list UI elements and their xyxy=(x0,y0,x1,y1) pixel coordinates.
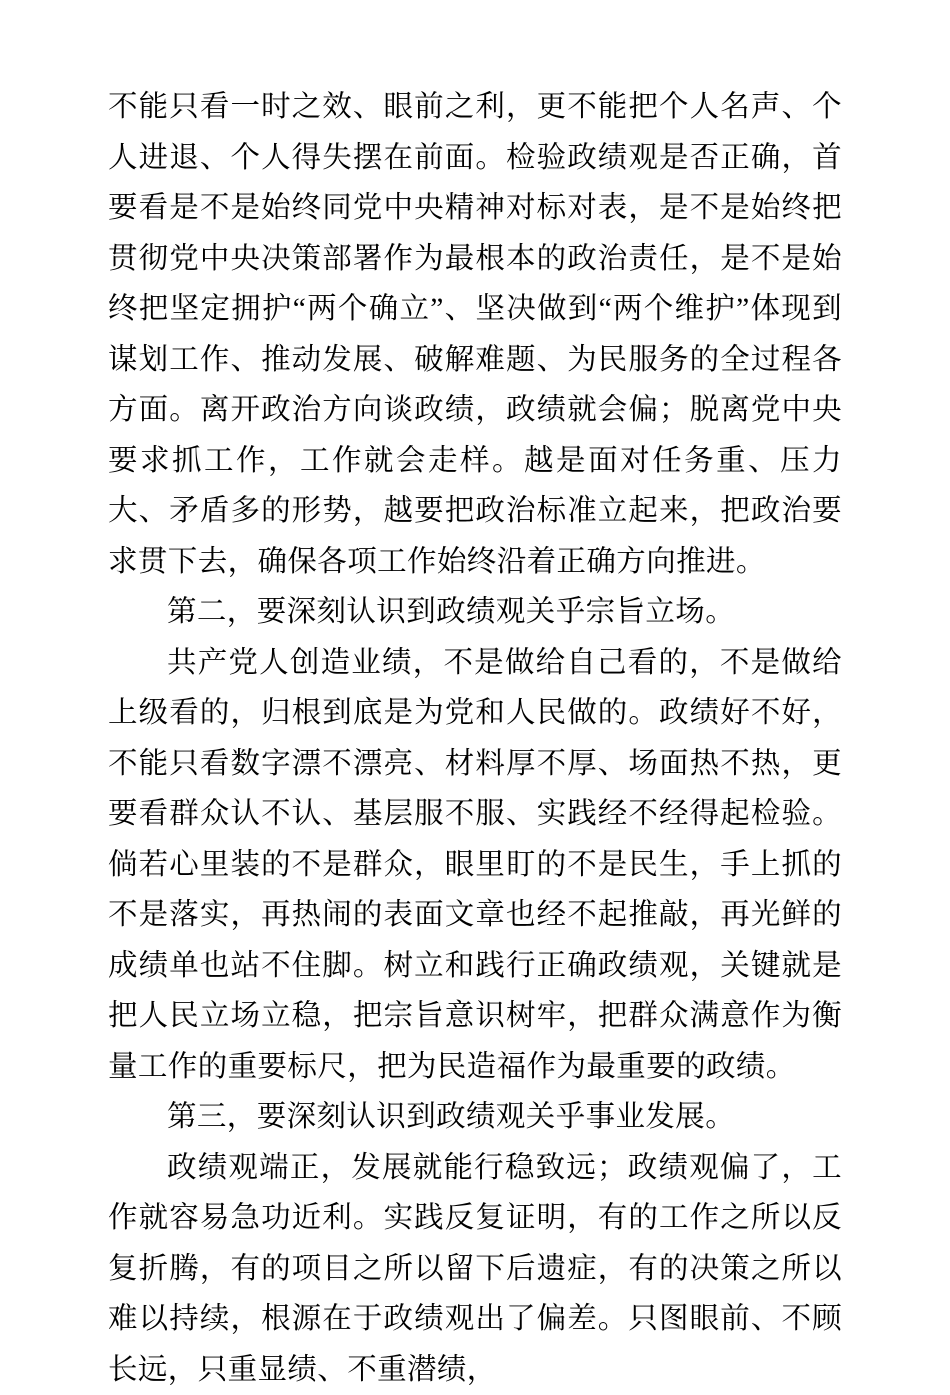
paragraph-heading-second: 第二，要深刻认识到政绩观关乎宗旨立场。 xyxy=(108,587,842,638)
document-body xyxy=(108,82,842,1395)
paragraph-body-third: 政绩观端正，发展就能行稳致远；政绩观偏了，工作就容易急功近利。实践反复证明，有的工作之所以反复折腾，有的项目之所以留下后遗症，有的决策之所以难以持续，根源在于政绩观出了偏差。只图眼前、不顾长远，只重显绩、不重潜绩， xyxy=(108,1143,842,1395)
paragraph-heading-third: 第三，要深刻认识到政绩观关乎事业发展。 xyxy=(108,1092,842,1143)
paragraph-body-second: 共产党人创造业绩，不是做给自己看的，不是做给上级看的，归根到底是为党和人民做的。政绩好不好，不能只看数字漂不漂亮、材料厚不厚、场面热不热，更要看群众认不认、基层服不服、实践经不经得起检验。倘若心里装的不是群众，眼里盯的不是民生，手上抓的不是落实，再热闹的表面文章也经不起推敲，再光鲜的成绩单也站不住脚。树立和践行正确政绩观，关键就是把人民立场立稳，把宗旨意识树牢，把群众满意作为衡量工作的重要标尺，把为民造福作为最重要的政绩。 xyxy=(108,638,842,1093)
paragraph-continuation: 不能只看一时之效、眼前之利，更不能把个人名声、个人进退、个人得失摆在前面。检验政绩观是否正确，首要看是不是始终同党中央精神对标对表，是不是始终把贯彻党中央决策部署作为最根本的政治责任，是不是始终把坚定拥护“两个确立”、坚决做到“两个维护”体现到谋划工作、推动发展、破解难题、为民服务的全过程各方面。离开政治方向谈政绩，政绩就会偏；脱离党中央要求抓工作，工作就会走样。越是面对任务重、压力大、矛盾多的形势，越要把政治标准立起来，把政治要求贯下去，确保各项工作始终沿着正确方向推进。 xyxy=(108,82,842,587)
